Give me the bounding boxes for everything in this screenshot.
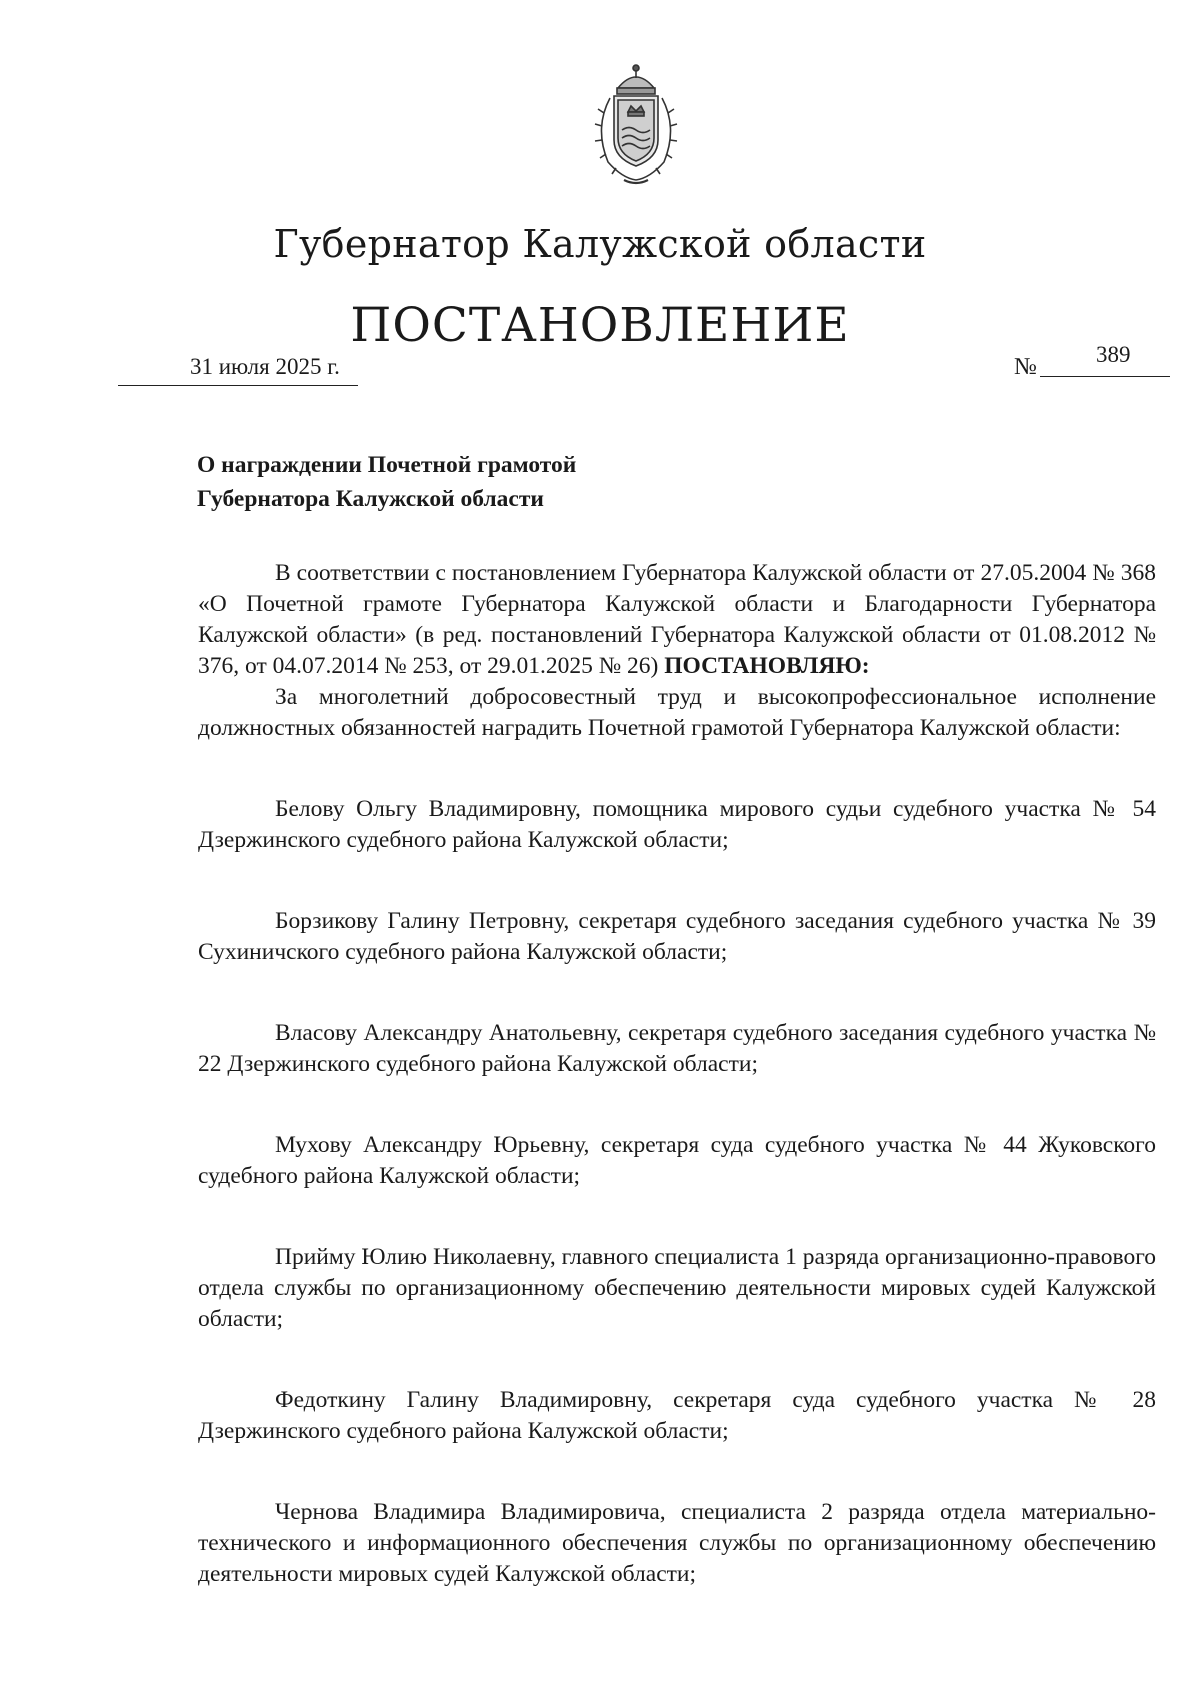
document-number-label: № [1014,354,1037,380]
awardee-item: Прийму Юлию Николаевну, главного специалиста 1 разряда организационно-правового отдела службы по организационному обеспечению деятельности мировых судей Калужской области; [198,1244,1156,1332]
document-body [198,558,1156,1590]
awardee-item: Федоткину Галину Владимировну, секретаря суда судебного участка № 28 Дзержинского судебного района Калужской области; [198,1387,1156,1444]
document-date: 31 июля 2025 г. [190,354,340,379]
subject-line-1: О награждении Почетной грамотой [197,452,577,478]
document-number: 389 [1096,342,1131,367]
issuer-title: Губернатор Калужской области [273,222,927,266]
decree-word: ПОСТАНОВЛЯЮ: [664,653,870,679]
awardee-item: Борзикову Галину Петровну, секретаря судебного заседания судебного участка № 39 Сухиничского судебного района Калужской области; [198,908,1156,965]
award-paragraph: За многолетний добросовестный труд и высокопрофессиональное исполнение должностных обязанностей наградить Почетной грамотой Губернатора Калужской области: [198,684,1156,741]
awardee-item: Белову Ольгу Владимировну, помощника мирового судьи судебного участка № 54 Дзержинского судебного района Калужской области; [198,796,1156,853]
intro-paragraph [198,558,1156,682]
document-type-title: ПОСТАНОВЛЕНИЕ [350,298,850,353]
date-underline [118,385,358,386]
awardee-item: Мухову Александру Юрьевну, секретаря суда судебного участка № 44 Жуковского судебного района Калужской области; [198,1132,1156,1189]
awardee-item: Чернова Владимира Владимировича, специалиста 2 разряда отдела материально-технического и информационного обеспечения службы по организационному обеспечению деятельности мировых судей Калужской области; [198,1499,1156,1587]
awardee-item: Власову Александру Анатольевну, секретаря судебного заседания судебного участка № 22 Дзержинского судебного района Калужской области; [198,1020,1156,1077]
number-underline [1040,376,1170,377]
intro-text: В соответствии с постановлением Губернатора Калужской области от 27.05.2004 № 368 «О Почетной грамоте Губернатора Калужской области и Благодарности Губернатора Калужской области» (в ред. постановлений Губернатора Калужской области от 01.08.2012 № 376, от 04.07.2014 № 253, от 29.01.2025 № 26) [198,560,1156,679]
kaluga-coat-of-arms-icon [584,58,688,188]
document-subject [197,448,757,516]
subject-line-2: Губернатора Калужской области [197,486,544,512]
